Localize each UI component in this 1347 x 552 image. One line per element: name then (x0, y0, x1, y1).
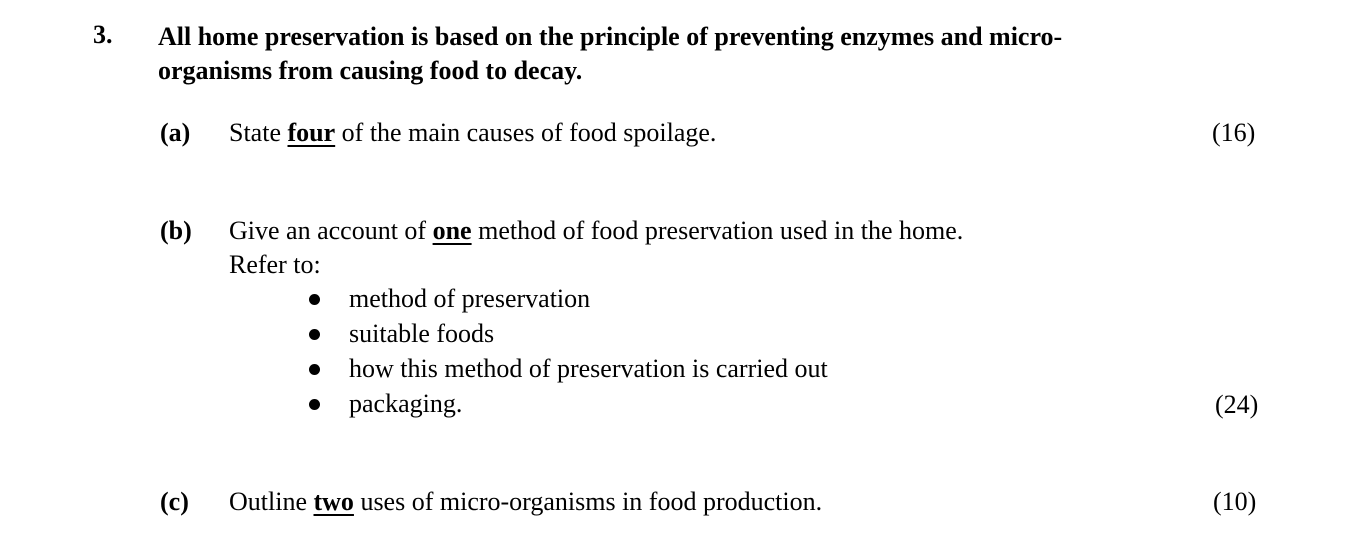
part-b-emphasis: one (432, 216, 472, 245)
part-c-emphasis: two (313, 487, 354, 516)
part-a-marks: (16) (1212, 118, 1256, 147)
part-c-text (229, 487, 822, 517)
part-b-marks: (24) (1215, 390, 1259, 419)
part-a-text (229, 118, 716, 148)
bullet-icon (309, 329, 320, 340)
part-c-label: (c) (160, 487, 189, 516)
question-stem (158, 20, 1062, 88)
part-b-label: (b) (160, 216, 192, 245)
question-stem-line-1: All home preservation is based on the principle of preventing enzymes and micro- (158, 22, 1063, 51)
part-b-bullet-4: packaging. (349, 389, 463, 418)
part-b-bullet-1: method of preservation (349, 284, 591, 313)
part-b-bullet-2: suitable foods (349, 319, 495, 348)
part-a-label: (a) (160, 118, 191, 147)
part-b-text-post: method of food preservation used in the home. (471, 216, 964, 245)
part-c-text-pre: Outline (229, 487, 314, 516)
part-b-refer-to: Refer to: (229, 250, 321, 279)
part-a-emphasis: four (287, 118, 336, 147)
bullet-icon (309, 294, 320, 305)
question-stem-line-2: organisms from causing food to decay. (158, 56, 583, 85)
part-a-text-post: of the main causes of food spoilage. (335, 118, 717, 147)
bullet-icon (309, 364, 320, 375)
part-b-bullet-3: how this method of preservation is carried out (349, 354, 828, 383)
part-a-text-pre: State (229, 118, 288, 147)
question-number: 3. (93, 20, 113, 49)
bullet-icon (309, 399, 320, 410)
part-c-text-post: uses of micro-organisms in food production. (353, 487, 823, 516)
part-b-text (229, 216, 963, 246)
part-c-marks: (10) (1213, 487, 1257, 516)
part-b-text-pre: Give an account of (229, 216, 433, 245)
